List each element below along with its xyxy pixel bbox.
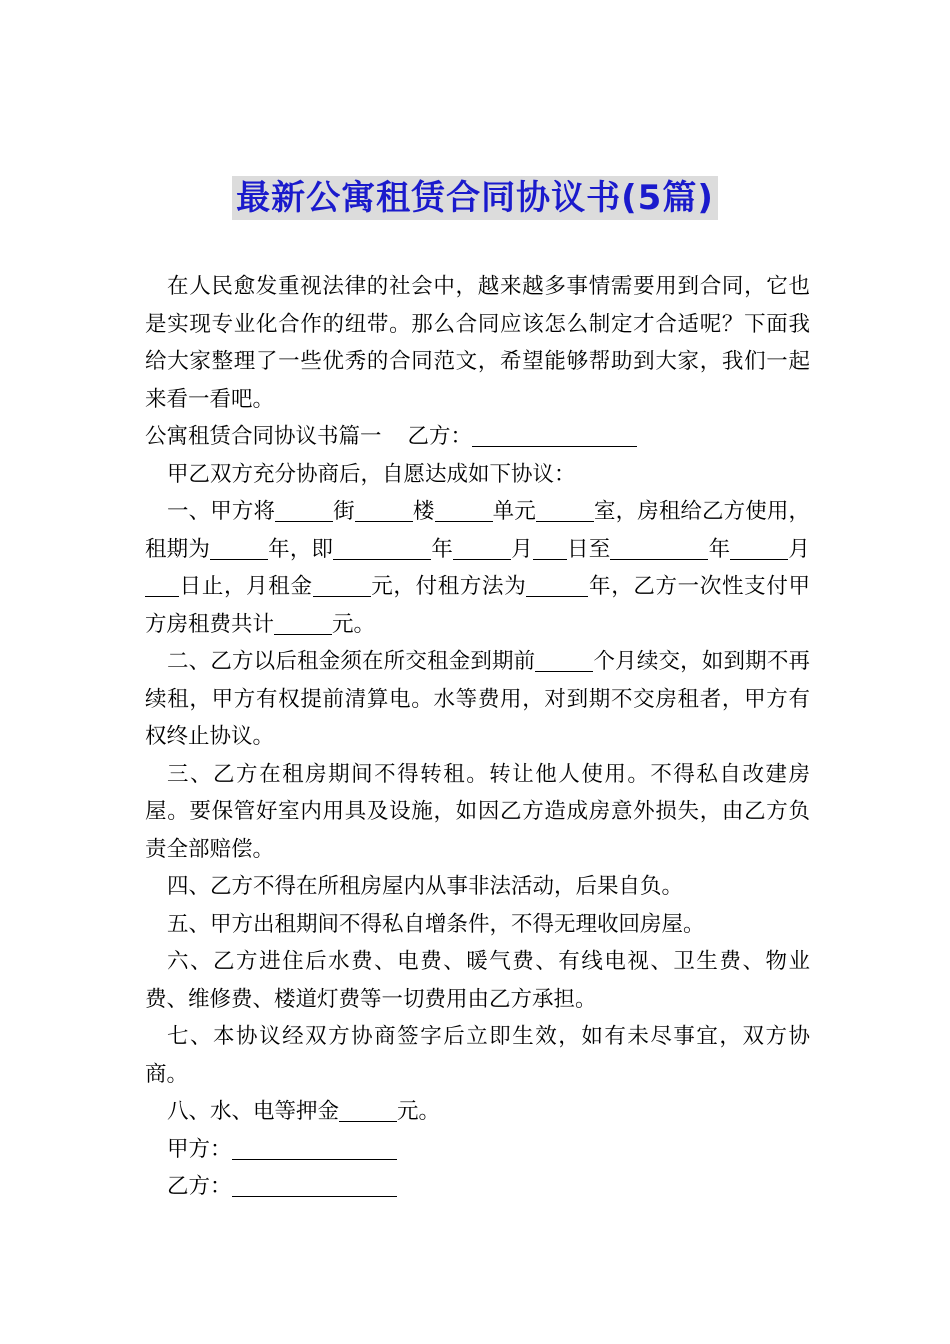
clause-2-text: 二、乙方以后租金须在所交租金到期前: [167, 649, 536, 674]
title-container: [0, 176, 950, 220]
clause-8-text: 元。: [397, 1099, 441, 1124]
clause-1-text: 年，乙方一次性支付甲方房租费共计: [145, 574, 810, 637]
unit-blank[interactable]: [435, 499, 493, 522]
clause-1-text: 楼: [412, 499, 435, 524]
clause-8-text: 八、水、电等押金: [167, 1099, 340, 1124]
party-b-label: 乙方：: [167, 1174, 232, 1199]
start-year-blank[interactable]: [333, 537, 431, 560]
clause-3: 三、乙方在租房期间不得转租。转让他人使用。不得私自改建房屋。要保管好室内用具及设施，如因乙方造成房意外损失，由乙方负责全部赔偿。: [145, 761, 810, 862]
section-heading: 公寓租赁合同协议书篇一: [145, 424, 382, 449]
payment-method-blank[interactable]: [526, 574, 588, 597]
start-day-blank[interactable]: [533, 537, 567, 560]
party-b-top-label: 乙方：: [407, 424, 473, 449]
clause-1-text: 月: [511, 536, 533, 562]
clause-2-text: 个月续交，如到期不再续租，甲方有权提前清算电。水等费用，对到期不交房租者，甲方有权终止协议。: [145, 649, 810, 749]
building-blank[interactable]: [355, 499, 413, 522]
clause-5: 五、甲方出租期间不得私自增条件，不得无理收回房屋。: [167, 911, 705, 937]
start-month-blank[interactable]: [453, 537, 511, 560]
clause-1-text: 室，房租给乙方使用，租期为: [145, 499, 810, 562]
clause-1-text: 单元: [492, 499, 536, 524]
end-year-blank[interactable]: [610, 537, 708, 560]
clause-1-text: 年: [431, 536, 454, 562]
clause-1-text: 元。: [332, 611, 376, 637]
clause-1-text: 月: [788, 536, 810, 562]
clause-2: [145, 643, 810, 756]
party-b-top-blank[interactable]: [472, 424, 637, 447]
street-blank[interactable]: [275, 499, 333, 522]
clause-1-text: 日止，月租金: [179, 574, 313, 599]
section-heading-line: [145, 418, 810, 456]
room-blank[interactable]: [536, 499, 594, 522]
clause-7: 七、本协议经双方协商签字后立即生效，如有未尽事宜，双方协商。: [145, 1024, 810, 1087]
clause-1-text: 一、甲方将: [167, 499, 276, 524]
party-a-signature-line: [145, 1131, 810, 1169]
total-rent-blank[interactable]: [274, 612, 332, 635]
term-years-blank[interactable]: [210, 537, 268, 560]
end-month-blank[interactable]: [730, 537, 788, 560]
document-title: 最新公寓租赁合同协议书(5篇): [232, 176, 718, 220]
agreement-intro: 甲乙双方充分协商后，自愿达成如下协议：: [167, 461, 576, 487]
monthly-rent-blank[interactable]: [313, 574, 371, 597]
party-a-label: 甲方：: [167, 1136, 232, 1162]
renewal-months-blank[interactable]: [535, 649, 593, 672]
deposit-blank[interactable]: [339, 1099, 397, 1122]
party-b-signature-line: [145, 1168, 810, 1206]
clause-1-text: 元，付租方法为: [370, 574, 527, 599]
clause-1: [145, 493, 810, 643]
end-day-blank[interactable]: [145, 574, 179, 597]
clause-1-text: 年，即: [268, 536, 334, 562]
clause-1-text: 街: [333, 499, 355, 524]
clause-1-text: 日至: [566, 536, 611, 562]
clause-8: [145, 1093, 810, 1131]
document-body: [145, 268, 810, 1206]
clause-4: 四、乙方不得在所租房屋内从事非法活动，后果自负。: [167, 874, 684, 899]
intro-paragraph: 在人民愈发重视法律的社会中，越来越多事情需要用到合同，它也是实现专业化合作的纽带。那么合同应该怎么制定才合适呢？下面我给大家整理了一些优秀的合同范文，希望能够帮助到大家，我们一起来看一看吧。: [145, 274, 810, 412]
clause-1-text: 年: [708, 536, 731, 562]
clause-6: 六、乙方进住后水费、电费、暖气费、有线电视、卫生费、物业费、维修费、楼道灯费等一切费用由乙方承担。: [145, 949, 810, 1012]
party-a-signature-blank[interactable]: [232, 1137, 397, 1160]
party-b-signature-blank[interactable]: [232, 1174, 397, 1197]
